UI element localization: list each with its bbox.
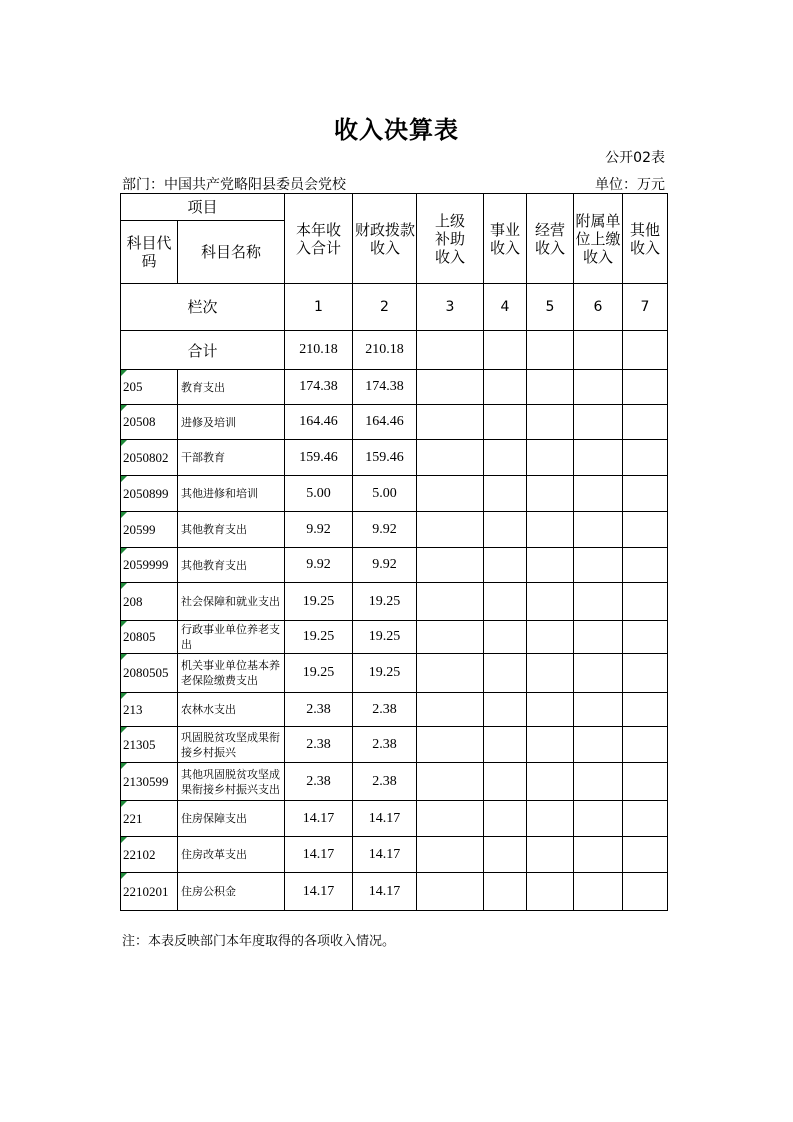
empty-cell (484, 763, 527, 801)
row-code (121, 873, 178, 911)
empty-cell (417, 440, 484, 476)
row-code (121, 693, 178, 727)
row-name: 其他教育支出 (178, 512, 285, 548)
column-number: 4 (484, 284, 527, 331)
total-fiscal: 210.18 (353, 331, 417, 370)
empty-cell (527, 440, 574, 476)
cell-marker-icon (121, 837, 127, 843)
cell-marker-icon (121, 763, 127, 769)
empty-cell (527, 763, 574, 801)
empty-cell (417, 693, 484, 727)
row-code-text: 2130599 (123, 773, 169, 789)
table-row (121, 654, 668, 693)
empty-cell (574, 837, 623, 873)
empty-cell (417, 512, 484, 548)
row-fiscal: 9.92 (353, 512, 417, 548)
cell-marker-icon (121, 548, 127, 554)
empty-cell (484, 548, 527, 583)
table-row (121, 837, 668, 873)
table-note: 注：本表反映部门本年度取得的各项收入情况。 (122, 934, 396, 949)
row-code (121, 405, 178, 440)
empty-cell (527, 837, 574, 873)
empty-cell (623, 837, 668, 873)
row-total: 14.17 (285, 837, 353, 873)
row-code (121, 801, 178, 837)
row-fiscal: 14.17 (353, 873, 417, 911)
row-code (121, 512, 178, 548)
department-label: 部门：中国共产党略阳县委员会党校 (122, 177, 346, 193)
empty-cell (623, 693, 668, 727)
table-row (121, 693, 668, 727)
empty-cell (527, 548, 574, 583)
row-fiscal: 164.46 (353, 405, 417, 440)
cell-marker-icon (121, 801, 127, 807)
table-row (121, 621, 668, 654)
empty-cell (527, 693, 574, 727)
empty-cell (527, 583, 574, 621)
empty-cell (623, 405, 668, 440)
row-name: 住房保障支出 (178, 801, 285, 837)
row-fiscal: 2.38 (353, 727, 417, 763)
empty-cell (623, 370, 668, 405)
row-fiscal: 159.46 (353, 440, 417, 476)
column-number: 1 (285, 284, 353, 331)
empty-cell (574, 873, 623, 911)
column-number: 6 (574, 284, 623, 331)
column-number: 5 (527, 284, 574, 331)
empty-cell (484, 621, 527, 654)
row-name: 干部教育 (178, 440, 285, 476)
row-name: 教育支出 (178, 370, 285, 405)
row-total: 14.17 (285, 801, 353, 837)
cell-marker-icon (121, 621, 127, 627)
header-code: 科目代码 (121, 221, 178, 284)
column-number: 3 (417, 284, 484, 331)
empty-cell (417, 583, 484, 621)
row-code-text: 20599 (123, 521, 156, 537)
empty-cell (527, 621, 574, 654)
row-total: 164.46 (285, 405, 353, 440)
empty-cell (417, 873, 484, 911)
row-fiscal: 19.25 (353, 621, 417, 654)
empty-cell (484, 837, 527, 873)
column-number: 7 (623, 284, 668, 331)
row-code (121, 837, 178, 873)
empty-cell (417, 763, 484, 801)
empty-cell (527, 476, 574, 512)
empty-cell (417, 801, 484, 837)
row-name: 其他进修和培训 (178, 476, 285, 512)
empty-cell (417, 837, 484, 873)
cell-marker-icon (121, 370, 127, 376)
header-col2: 财政拨款收入 (353, 194, 417, 284)
empty-cell (417, 370, 484, 405)
row-code-text: 20508 (123, 414, 156, 429)
empty-cell (484, 476, 527, 512)
cell-marker-icon (121, 405, 127, 411)
column-number: 2 (353, 284, 417, 331)
row-code (121, 654, 178, 693)
row-total: 19.25 (285, 654, 353, 693)
empty-cell (417, 476, 484, 512)
row-code-text: 21305 (123, 736, 156, 752)
table-row (121, 512, 668, 548)
empty-cell (574, 583, 623, 621)
empty-cell (484, 654, 527, 693)
empty-cell (623, 512, 668, 548)
table-row (121, 583, 668, 621)
table-row (121, 763, 668, 801)
row-name: 进修及培训 (178, 405, 285, 440)
row-total: 2.38 (285, 763, 353, 801)
empty-cell (574, 370, 623, 405)
row-fiscal: 14.17 (353, 801, 417, 837)
cell-marker-icon (121, 583, 127, 589)
table-row (121, 873, 668, 911)
row-name: 行政事业单位养老支出 (178, 621, 285, 654)
header-col5: 经营收入 (527, 194, 574, 284)
row-total: 2.38 (285, 727, 353, 763)
row-code-text: 221 (123, 810, 143, 826)
row-name: 住房公积金 (178, 873, 285, 911)
form-number: 公开02表 (605, 150, 665, 166)
page-title: 收入决算表 (334, 116, 459, 144)
cell-marker-icon (121, 654, 127, 660)
empty-cell (574, 405, 623, 440)
row-code-text: 213 (123, 701, 143, 717)
empty-cell (527, 405, 574, 440)
empty-cell (417, 621, 484, 654)
empty-cell (574, 693, 623, 727)
row-total: 14.17 (285, 873, 353, 911)
empty-cell (623, 583, 668, 621)
empty-cell (623, 476, 668, 512)
empty-cell (484, 873, 527, 911)
empty-cell (417, 654, 484, 693)
empty-cell (484, 440, 527, 476)
empty-cell (484, 405, 527, 440)
row-code (121, 621, 178, 654)
row-code-text: 205 (123, 379, 143, 394)
row-name: 机关事业单位基本养老保险缴费支出 (178, 654, 285, 693)
row-code (121, 763, 178, 801)
empty-cell (484, 512, 527, 548)
row-code (121, 583, 178, 621)
empty-cell (574, 548, 623, 583)
empty-cell (574, 727, 623, 763)
empty-cell (417, 405, 484, 440)
empty-cell (574, 763, 623, 801)
empty-cell (484, 370, 527, 405)
income-table (120, 193, 668, 911)
empty-cell (623, 763, 668, 801)
empty-cell (484, 727, 527, 763)
empty-cell (623, 440, 668, 476)
row-code (121, 548, 178, 583)
empty-cell (574, 440, 623, 476)
row-code-text: 2050899 (123, 485, 169, 501)
row-code (121, 440, 178, 476)
empty-cell (623, 548, 668, 583)
empty-cell (527, 727, 574, 763)
empty-cell (623, 727, 668, 763)
empty-cell (527, 512, 574, 548)
empty-cell (623, 801, 668, 837)
empty-cell (574, 654, 623, 693)
table-row (121, 405, 668, 440)
row-code-text: 2210201 (123, 883, 169, 899)
row-fiscal: 14.17 (353, 837, 417, 873)
row-code-text: 208 (123, 593, 143, 609)
empty-cell (527, 801, 574, 837)
row-total: 2.38 (285, 693, 353, 727)
total-label: 合计 (121, 331, 285, 370)
row-fiscal: 2.38 (353, 763, 417, 801)
row-total: 19.25 (285, 621, 353, 654)
header-name: 科目名称 (178, 221, 285, 284)
table-row (121, 548, 668, 583)
header-col3: 上级补助收入 (417, 194, 484, 284)
empty-cell (527, 654, 574, 693)
empty-cell (484, 583, 527, 621)
table-row (121, 440, 668, 476)
empty-cell (574, 801, 623, 837)
unit-label: 单位：万元 (595, 177, 665, 193)
row-code-text: 2080505 (123, 665, 169, 680)
row-name: 其他巩固脱贫攻坚成果衔接乡村振兴支出 (178, 763, 285, 801)
total-value: 210.18 (285, 331, 353, 370)
header-col7: 其他收入 (623, 194, 668, 284)
row-name: 社会保障和就业支出 (178, 583, 285, 621)
empty-cell (484, 801, 527, 837)
cell-marker-icon (121, 476, 127, 482)
empty-cell (417, 727, 484, 763)
table-row (121, 370, 668, 405)
row-code-text: 2059999 (123, 557, 169, 572)
row-code-text: 2050802 (123, 449, 169, 465)
row-total: 174.38 (285, 370, 353, 405)
row-total: 9.92 (285, 548, 353, 583)
empty-cell (623, 654, 668, 693)
row-code (121, 727, 178, 763)
row-fiscal: 19.25 (353, 654, 417, 693)
row-fiscal: 9.92 (353, 548, 417, 583)
row-name: 住房改革支出 (178, 837, 285, 873)
row-code-text: 20805 (123, 629, 156, 644)
empty-cell (527, 370, 574, 405)
cell-marker-icon (121, 873, 127, 879)
row-name: 农林水支出 (178, 693, 285, 727)
row-total: 5.00 (285, 476, 353, 512)
row-name: 其他教育支出 (178, 548, 285, 583)
empty-cell (484, 693, 527, 727)
empty-cell (574, 512, 623, 548)
row-fiscal: 2.38 (353, 693, 417, 727)
empty-cell (417, 548, 484, 583)
row-code (121, 476, 178, 512)
header-col4: 事业收入 (484, 194, 527, 284)
table-row (121, 727, 668, 763)
row-total: 9.92 (285, 512, 353, 548)
table-row (121, 801, 668, 837)
row-fiscal: 5.00 (353, 476, 417, 512)
header-col6: 附属单位上缴收入 (574, 194, 623, 284)
row-total: 159.46 (285, 440, 353, 476)
empty-cell (623, 873, 668, 911)
cell-marker-icon (121, 727, 127, 733)
header-col1: 本年收入合计 (285, 194, 353, 284)
header-item: 项目 (121, 194, 285, 221)
row-code-text: 22102 (123, 846, 156, 862)
cell-marker-icon (121, 440, 127, 446)
row-fiscal: 19.25 (353, 583, 417, 621)
empty-cell (574, 476, 623, 512)
column-number-label: 栏次 (121, 284, 285, 331)
empty-cell (574, 621, 623, 654)
empty-cell (527, 873, 574, 911)
row-code (121, 370, 178, 405)
table-row (121, 476, 668, 512)
cell-marker-icon (121, 512, 127, 518)
row-name: 巩固脱贫攻坚成果衔接乡村振兴 (178, 727, 285, 763)
row-total: 19.25 (285, 583, 353, 621)
cell-marker-icon (121, 693, 127, 699)
row-fiscal: 174.38 (353, 370, 417, 405)
empty-cell (623, 621, 668, 654)
